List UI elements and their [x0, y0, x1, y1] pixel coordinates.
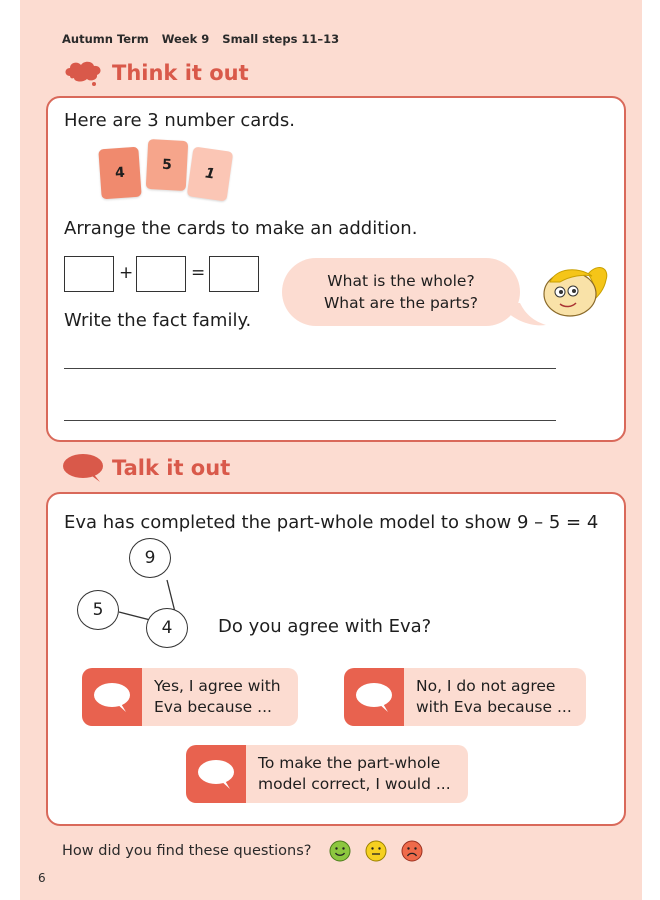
response-correct-line-2: model correct, I would ...	[258, 775, 451, 793]
think-section-title	[62, 58, 249, 88]
bubble-line-1: What is the whole?	[327, 272, 475, 290]
speech-bubble-icon	[354, 681, 394, 713]
talk-section-title	[62, 453, 230, 483]
response-agree-line-1: Yes, I agree with	[154, 677, 281, 695]
steps-label: Small steps 11–13	[222, 32, 340, 46]
number-card-4: 4	[98, 147, 141, 200]
girl-face-icon	[540, 260, 612, 320]
number-card-1: 1	[187, 146, 234, 201]
page-header	[62, 32, 348, 46]
response-agree	[82, 668, 298, 726]
whole-circle: 9	[129, 538, 171, 578]
think-title: Think it out	[112, 61, 249, 85]
neutral-face-icon[interactable]	[365, 840, 387, 862]
talk-title: Talk it out	[112, 456, 231, 480]
think-panel	[46, 96, 626, 442]
response-disagree-line-1: No, I do not agree	[416, 677, 556, 695]
instruction-text: Arrange the cards to make an addition.	[64, 218, 418, 239]
bubble-line-2: What are the parts?	[323, 294, 479, 312]
response-correct-line-1: To make the part-whole	[258, 754, 441, 772]
response-agree-line-2: Eva because ...	[154, 698, 272, 716]
intro-text: Here are 3 number cards.	[64, 110, 295, 131]
speech-bubble-icon	[92, 681, 132, 713]
response-disagree-line-2: with Eva because ...	[416, 698, 572, 716]
addend-box-2[interactable]	[136, 256, 186, 292]
number-card-5: 5	[146, 139, 189, 191]
term-label: Autumn Term	[62, 32, 149, 46]
equals-sign: =	[191, 263, 206, 283]
plus-sign: +	[119, 263, 134, 283]
fact-family-text: Write the fact family.	[64, 310, 252, 331]
happy-face-icon[interactable]	[329, 840, 351, 862]
response-disagree	[344, 668, 586, 726]
part-circle-a: 5	[77, 590, 119, 630]
part-circle-b: 4	[146, 608, 188, 648]
week-label: Week 9	[161, 32, 210, 46]
answer-line-1[interactable]	[64, 368, 556, 369]
speech-bubble	[282, 258, 520, 326]
eva-statement: Eva has completed the part-whole model to show 9 – 5 = 4	[64, 512, 599, 533]
sum-box[interactable]	[209, 256, 259, 292]
thought-cloud-icon	[62, 58, 104, 88]
addend-box-1[interactable]	[64, 256, 114, 292]
speech-bubble-icon	[62, 453, 104, 483]
worksheet-page	[20, 0, 642, 900]
self-assessment-question: How did you find these questions?	[62, 843, 312, 859]
speech-bubble-icon	[196, 758, 236, 790]
sad-face-icon[interactable]	[401, 840, 423, 862]
self-assessment	[62, 840, 437, 862]
agree-question: Do you agree with Eva?	[218, 616, 432, 637]
answer-line-2[interactable]	[64, 420, 556, 421]
talk-panel	[46, 492, 626, 826]
page-number: 6	[38, 871, 46, 885]
response-correct	[186, 745, 468, 803]
